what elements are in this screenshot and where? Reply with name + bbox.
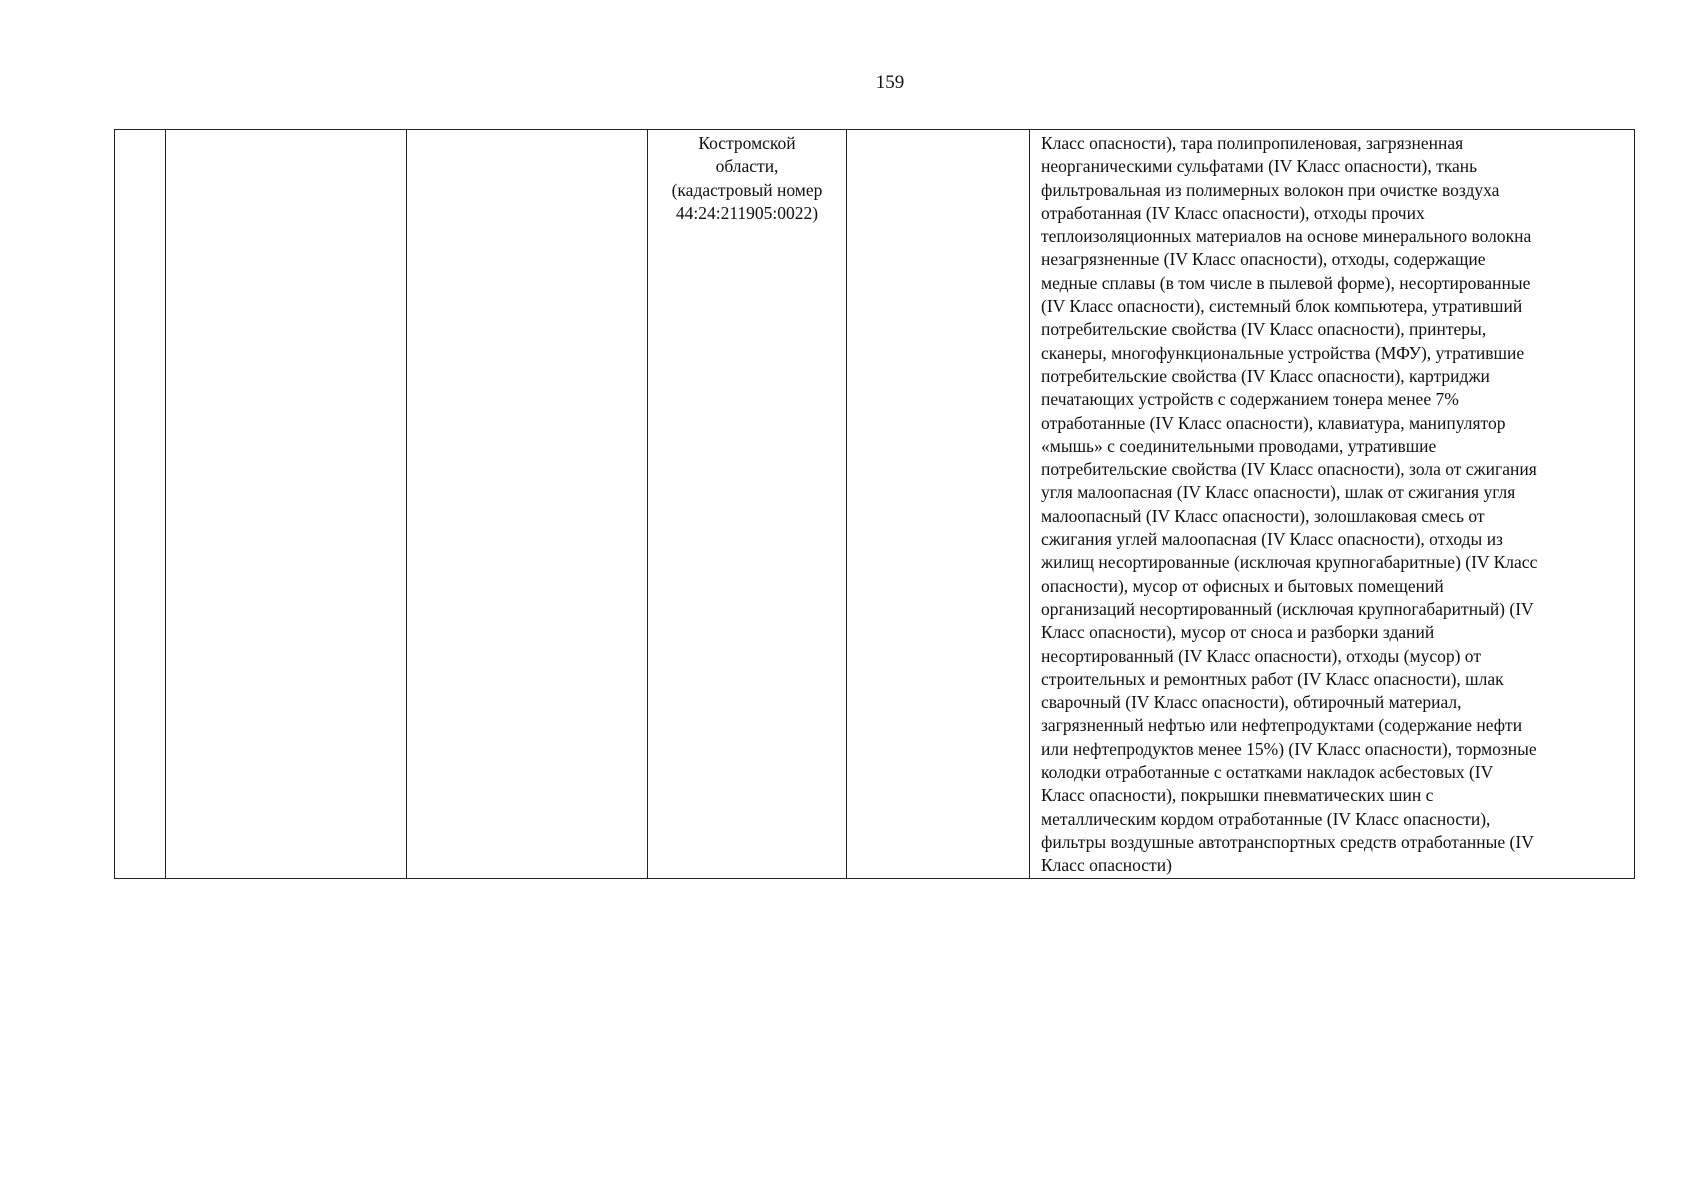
text-line: строительных и ремонтных работ (IV Класс опасности), шлак: [1041, 668, 1504, 689]
text-line: неорганическими сульфатами (IV Класс опасности), ткань: [1041, 156, 1478, 177]
text-line: потребительские свойства (IV Класс опасности), зола от сжигания: [1041, 459, 1537, 480]
text-line: сжигания углей малоопасная (IV Класс опасности), отходы из: [1041, 529, 1503, 550]
text-line: Класс опасности), тара полипропиленовая, загрязненная: [1041, 133, 1464, 153]
text-line: жилищ несортированные (исключая крупногабаритные) (IV Класс: [1041, 552, 1538, 573]
table-row: [115, 130, 1635, 879]
text-line: Класс опасности), мусор от сноса и разборки зданий: [1041, 622, 1435, 643]
text-line: потребительские свойства (IV Класс опасности), принтеры,: [1041, 319, 1487, 340]
table-cell-2: [166, 130, 407, 879]
text-line: колодки отработанные с остатками накладок асбестовых (IV: [1041, 762, 1494, 783]
location-text: [648, 130, 846, 225]
text-line: медные сплавы (в том числе в пылевой форме), несортированные: [1041, 272, 1531, 293]
text-line: сварочный (IV Класс опасности), обтирочный материал,: [1041, 692, 1462, 713]
text-line: области,: [715, 156, 779, 177]
text-line: загрязненный нефтью или нефтепродуктами (содержание нефти: [1041, 715, 1523, 736]
text-line: незагрязненные (IV Класс опасности), отходы, содержащие: [1041, 249, 1486, 270]
text-line: (кадастровый номер: [671, 179, 823, 200]
text-line: угля малоопасная (IV Класс опасности), шлак от сжигания угля: [1041, 482, 1516, 503]
text-line: металлическим кордом отработанные (IV Класс опасности),: [1041, 808, 1491, 829]
text-line: (IV Класс опасности), системный блок компьютера, утративший: [1041, 296, 1523, 317]
text-line: печатающих устройств с содержанием тонера менее 7%: [1041, 389, 1459, 410]
text-line: Класс опасности): [1041, 855, 1172, 876]
text-line: «мышь» с соединительными проводами, утратившие: [1041, 435, 1437, 456]
text-line: или нефтепродуктов менее 15%) (IV Класс опасности), тормозные: [1041, 738, 1537, 759]
text-line: Костромской: [698, 133, 796, 153]
page-number: 159: [875, 72, 905, 93]
text-line: сканеры, многофункциональные устройства (МФУ), утратившие: [1041, 342, 1525, 363]
text-line: опасности), мусор от офисных и бытовых помещений: [1041, 575, 1444, 596]
text-line: фильтровальная из полимерных волокон при очистке воздуха: [1041, 179, 1500, 200]
table-cell-waste-list: [1030, 130, 1635, 879]
text-line: Класс опасности), покрышки пневматических шин с: [1041, 785, 1434, 806]
waste-table: [114, 129, 1635, 879]
text-line: несортированный (IV Класс опасности), отходы (мусор) от: [1041, 645, 1481, 666]
text-line: малоопасный (IV Класс опасности), золошлаковая смесь от: [1041, 505, 1485, 526]
text-line: фильтры воздушные автотранспортных средств отработанные (IV: [1041, 831, 1534, 852]
text-line: организаций несортированный (исключая крупногабаритный) (IV: [1041, 598, 1534, 619]
waste-list-text: [1030, 130, 1634, 878]
text-line: отработанная (IV Класс опасности), отходы прочих: [1041, 202, 1425, 223]
table-cell-3: [407, 130, 648, 879]
table-cell-location: [648, 130, 847, 879]
text-line: 44:24:211905:0022): [675, 202, 819, 223]
text-line: потребительские свойства (IV Класс опасности), картриджи: [1041, 365, 1490, 386]
text-line: теплоизоляционных материалов на основе минерального волокна: [1041, 226, 1532, 247]
table-cell-5: [847, 130, 1030, 879]
text-line: отработанные (IV Класс опасности), клавиатура, манипулятор: [1041, 412, 1506, 433]
table-cell-1: [115, 130, 166, 879]
